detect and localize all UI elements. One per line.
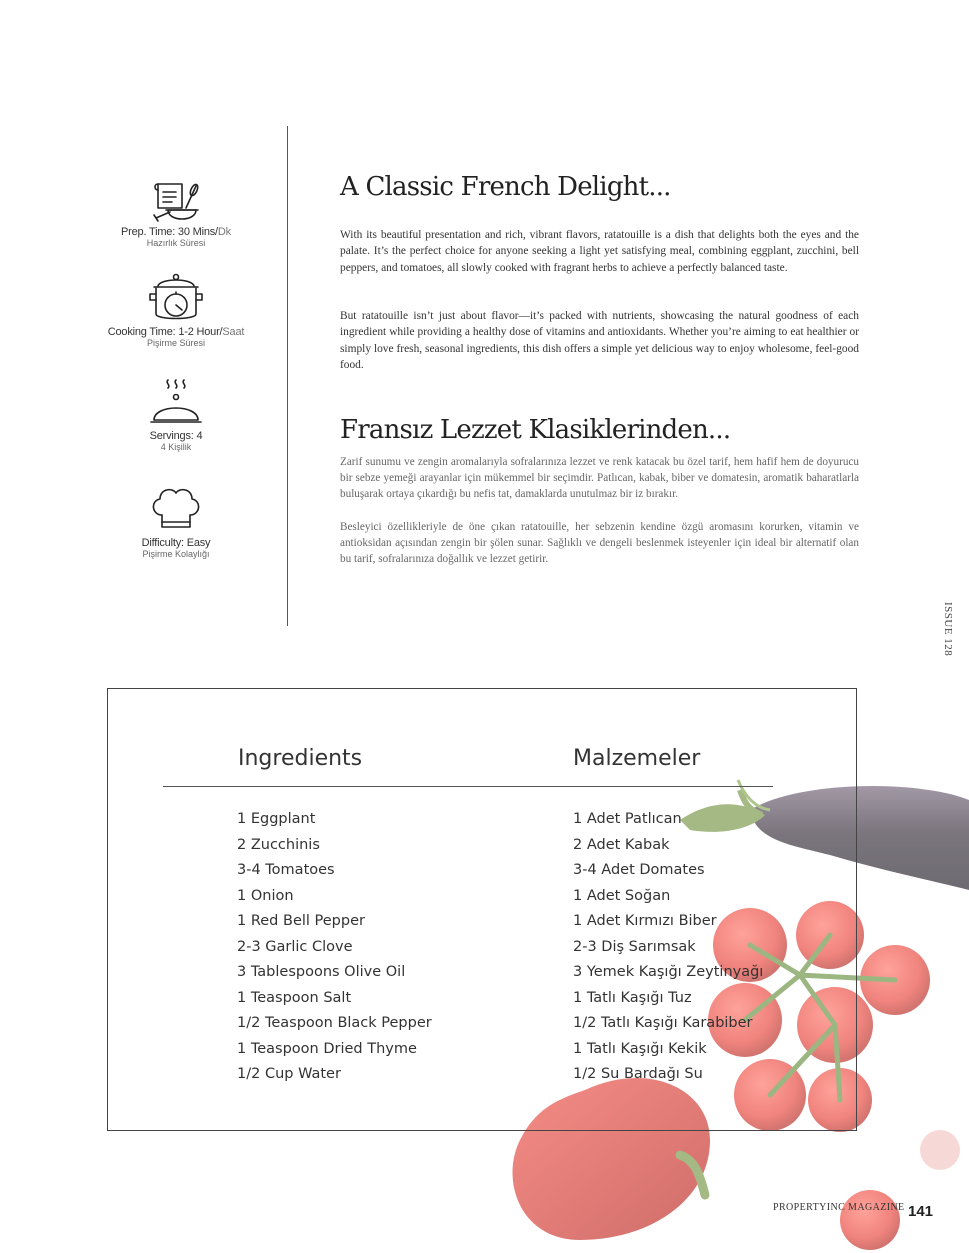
list-item: 1/2 Teaspoon Black Pepper	[237, 1015, 432, 1031]
issue-label-text: ISSUE 128	[942, 602, 954, 657]
list-item: 1 Adet Soğan	[573, 887, 671, 904]
list-item: 3-4 Adet Domates	[573, 862, 705, 878]
ingredients-list-english	[237, 807, 432, 1088]
ingredients-title: Ingredients	[238, 746, 363, 771]
list-item: 2-3 Garlic Clove	[237, 938, 353, 955]
cooking-time-info	[96, 272, 256, 348]
chef-hat-icon	[148, 485, 204, 535]
ingredients-divider	[163, 786, 773, 787]
paragraph-turkish-1: Zarif sunumu ve zengin aromalarıyla sofralarınıza lezzet ve renk katacak bu özel tarif, hem hafif hem de doyurucu bir sebze yemeği arayanlar için mükemmel bir seçimdir. Patlıcan, kabak, biber ve domatesin, aromatik baharatlarla buluşarak ortaya çıkardığı bu nefis tat, damaklarda unutulmaz bir iz bırakır.	[340, 456, 859, 501]
servings-info	[96, 378, 256, 452]
list-item: 3 Tablespoons Olive Oil	[237, 964, 406, 980]
ingredients-list-turkish	[573, 807, 763, 1088]
list-item: 1 Adet Kırmızı Biber	[573, 913, 717, 929]
serving-cloche-icon	[148, 378, 204, 428]
prep-time-unit: Dk	[217, 226, 231, 238]
servings-label: Servings: 4	[149, 430, 203, 442]
heading-turkish: Fransız Lezzet Klasiklerinden...	[340, 415, 731, 445]
prep-time-label: Prep. Time: 30 Mins/	[121, 226, 218, 238]
issue-label	[936, 602, 960, 657]
malzemeler-title: Malzemeler	[573, 746, 701, 771]
list-item: 1 Tatlı Kaşığı Tuz	[573, 989, 692, 1006]
paragraph-turkish-2: Besleyici özellikleriyle de öne çıkan ratatouille, her sebzenin kendine özgü aromasını korurken, vitamin ve antioksidan açısından zengin bir şölen sunar. Sağlıklı ve dengeli beslenmek isteyenler için ideal bir alternatif olan bu tarif, sofralarınıza doğallık ve lezzet getirir.	[340, 521, 859, 566]
list-item: 2-3 Diş Sarımsak	[573, 938, 696, 955]
paragraph-english-1: With its beautiful presentation and rich, vibrant flavors, ratatouille is a dish that delights both the eyes and the palate. It’s the perfect choice for anyone seeking a light yet satisfying meal, combining eggplant, zucchini, bell peppers, and tomatoes, all slowly cooked with fragrant herbs to achieve a perfectly balanced taste.	[340, 229, 859, 274]
vertical-divider	[287, 126, 288, 626]
list-item: 1/2 Su Bardağı Su	[573, 1066, 703, 1082]
list-item: 1 Eggplant	[237, 811, 316, 827]
list-item: 1/2 Tatlı Kaşığı Karabiber	[573, 1015, 753, 1031]
list-item: 1 Red Bell Pepper	[237, 913, 365, 929]
heading-english: A Classic French Delight...	[340, 172, 671, 202]
list-item: 2 Zucchinis	[237, 836, 320, 853]
list-item: 3-4 Tomatoes	[237, 862, 335, 878]
cooking-time-label: Cooking Time: 1-2 Hour/	[107, 326, 223, 338]
prep-time-info	[96, 180, 256, 248]
page-number: 141	[908, 1203, 934, 1220]
paragraph-english-2: But ratatouille isn’t just about flavor—it’s packed with nutrients, showcasing the natural goodness of each ingredient while providing a healthy dose of vitamins and antioxidants. Whether you’re aiming to eat healthier or simply love fresh, seasonal ingredients, this dish offers a simple yet delicious way to enjoy wholesome, feel-good food.	[340, 310, 859, 371]
list-item: 2 Adet Kabak	[573, 836, 670, 853]
cooking-pot-timer-icon	[146, 272, 206, 324]
list-item: 1 Adet Patlıcan	[573, 811, 682, 827]
recipe-prep-icon	[152, 180, 200, 224]
list-item: 1/2 Cup Water	[237, 1066, 341, 1082]
difficulty-label: Difficulty: Easy	[141, 537, 211, 549]
magazine-name: PROPERTYINC MAGAZINE	[773, 1202, 905, 1213]
servings-subtitle: 4 Kişilik	[160, 442, 192, 452]
list-item: 1 Onion	[237, 887, 294, 904]
list-item: 1 Teaspoon Dried Thyme	[237, 1040, 417, 1057]
prep-time-subtitle: Hazırlık Süresi	[146, 238, 206, 248]
list-item: 1 Tatlı Kaşığı Kekik	[573, 1040, 707, 1057]
difficulty-subtitle: Pişirme Kolaylığı	[142, 549, 210, 559]
cooking-time-unit: Saat	[222, 326, 245, 338]
list-item: 3 Yemek Kaşığı Zeytinyağı	[573, 964, 764, 980]
list-item: 1 Teaspoon Salt	[237, 989, 352, 1006]
difficulty-info	[96, 485, 256, 559]
cooking-time-subtitle: Pişirme Süresi	[146, 338, 205, 348]
